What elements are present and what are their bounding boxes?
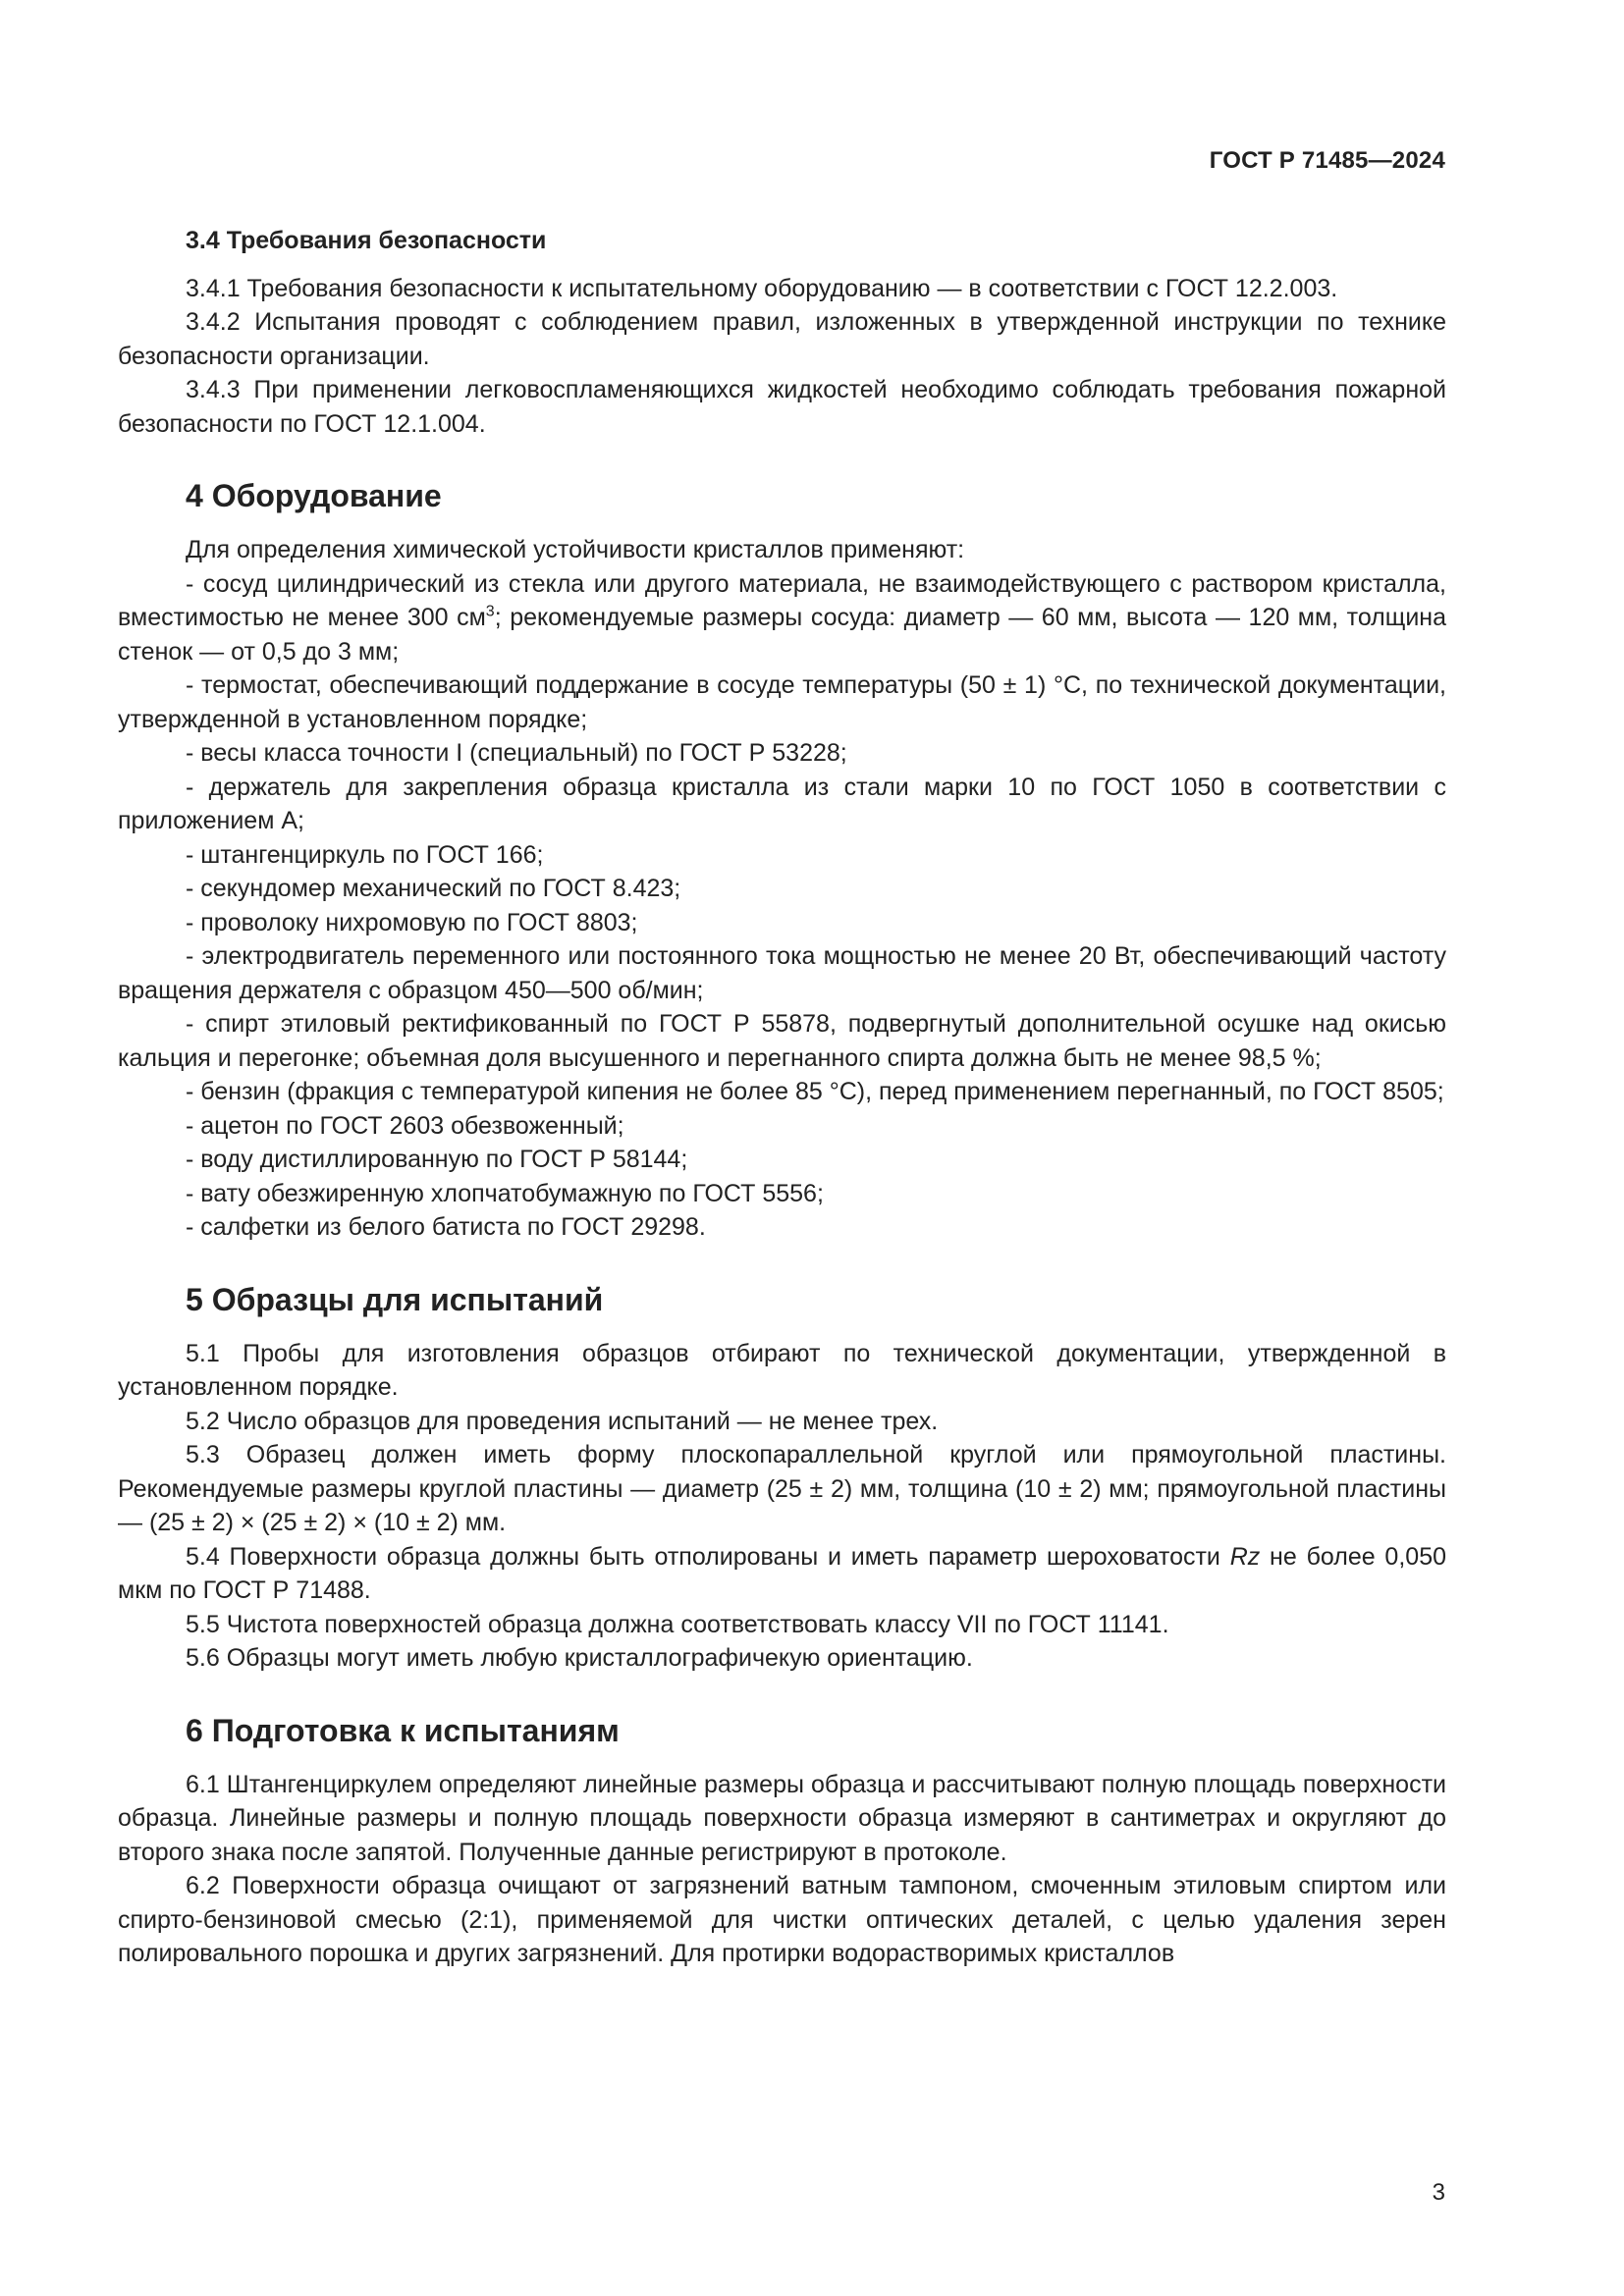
equipment-item-text: - сосуд цилиндрический из стекла или другого материала, не взаимодействующего с раствором кристалла, вместимостью не менее 300 см: [118, 569, 1446, 631]
document-body: [118, 224, 1446, 1971]
equipment-item: - салфетки из белого батиста по ГОСТ 29298.: [186, 1213, 706, 1241]
equipment-item: - штангенциркуль по ГОСТ 166;: [186, 840, 544, 869]
equipment-item: - весы класса точности I (специальный) по ГОСТ Р 53228;: [186, 739, 847, 767]
paragraph-5-6: 5.6 Образцы могут иметь любую кристаллографичекую ориентацию.: [186, 1644, 973, 1672]
paragraph-text: 5.4 Поверхности образца должны быть отполированы и иметь параметр шероховатости: [186, 1542, 1230, 1571]
equipment-item: - бензин (фракция с температурой кипения не более 85 °С), перед применением перегнанный, по ГОСТ 8505;: [186, 1078, 1444, 1105]
paragraph-5-3: 5.3 Образец должен иметь форму плоскопараллельной круглой или прямоугольной пластины. Рекомендуемые размеры круглой пластины — диаметр (25 ± 2) мм, толщина (10 ± 2) мм; прямоугольной пластины — (25 ± 2) × (25 ± 2) × (10 ± 2) мм.: [118, 1441, 1446, 1536]
equipment-item: - вату обезжиренную хлопчатобумажную по ГОСТ 5556;: [186, 1179, 824, 1207]
paragraph-text: не более 0,050 мкм по ГОСТ Р 71488.: [118, 1542, 1446, 1604]
paragraph-3-4-3: 3.4.3 При применении легковоспламеняющихся жидкостей необходимо соблюдать требования пожарной безопасности по ГОСТ 12.1.004.: [118, 376, 1446, 438]
equipment-item: - проволоку нихромовую по ГОСТ 8803;: [186, 908, 638, 936]
section-title-4: 4 Оборудование: [186, 478, 442, 513]
document-header: ГОСТ Р 71485—2024: [1209, 147, 1445, 174]
paragraph-3-4-2: 3.4.2 Испытания проводят с соблюдением правил, изложенных в утвержденной инструкции по технике безопасности организации.: [118, 308, 1446, 370]
paragraph-5-4: [118, 1540, 1446, 1608]
equipment-item: - воду дистиллированную по ГОСТ Р 58144;: [186, 1146, 688, 1173]
equipment-item: - спирт этиловый ректификованный по ГОСТ Р 55878, подвергнутый дополнительной осушке над окисью кальция и перегонке; объемная доля высушенного и перегнанного спирта должна быть не менее 98,5 %;: [118, 1010, 1446, 1072]
paragraph-6-2: 6.2 Поверхности образца очищают от загрязнений ватным тампоном, смоченным этиловым спиртом или спирто-бензиновой смесью (2:1), применяемой для чистки оптических деталей, с целью удаления зерен полировального порошка и других загрязнений. Для протирки водорастворимых кристаллов: [118, 1872, 1446, 1967]
equipment-item: - секундомер механический по ГОСТ 8.423;: [186, 875, 681, 902]
paragraph-5-5: 5.5 Чистота поверхностей образца должна соответствовать классу VII по ГОСТ 11141.: [186, 1610, 1169, 1638]
paragraph-5-1: 5.1 Пробы для изготовления образцов отбирают по технической документации, утвержденной в установленном порядке.: [118, 1339, 1446, 1401]
equipment-item: - держатель для закрепления образца кристалла из стали марки 10 по ГОСТ 1050 в соответствии с приложением А;: [118, 773, 1446, 834]
parameter-symbol: Rz: [1229, 1542, 1261, 1571]
equipment-item: - ацетон по ГОСТ 2603 обезвоженный;: [186, 1111, 624, 1140]
paragraph-5-2: 5.2 Число образцов для проведения испытаний — не менее трех.: [186, 1407, 939, 1435]
section-title-5: 5 Образцы для испытаний: [186, 1281, 604, 1317]
section-title-6: 6 Подготовка к испытаниям: [186, 1712, 620, 1748]
superscript: 3: [485, 603, 495, 620]
equipment-item-text: ; рекомендуемые размеры сосуда: диаметр — 60 мм, высота — 120 мм, толщина стенок — от 0,5 до 3 мм;: [118, 604, 1446, 666]
equipment-item: - термостат, обеспечивающий поддержание в сосуде температуры (50 ± 1) °С, по технической документации, утвержденной в установленном порядке;: [118, 671, 1446, 733]
subsection-title-3-4: 3.4 Требования безопасности: [186, 227, 547, 254]
paragraph-3-4-1: 3.4.1 Требования безопасности к испытательному оборудованию — в соответствии с ГОСТ 12.2.003.: [186, 274, 1338, 302]
page-number: 3: [1432, 2179, 1445, 2206]
paragraph-6-1: 6.1 Штангенциркулем определяют линейные размеры образца и рассчитывают полную площадь поверхности образца. Линейные размеры и полную площадь поверхности образца измеряют в сантиметрах и округляют до второго знака после запятой. Полученные данные регистрируют в протоколе.: [118, 1770, 1446, 1866]
equipment-intro: Для определения химической устойчивости кристаллов применяют:: [186, 536, 965, 563]
equipment-item: - электродвигатель переменного или постоянного тока мощностью не менее 20 Вт, обеспечивающий частоту вращения держателя с образцом 450—500 об/мин;: [118, 942, 1446, 1004]
equipment-item: [118, 567, 1446, 669]
